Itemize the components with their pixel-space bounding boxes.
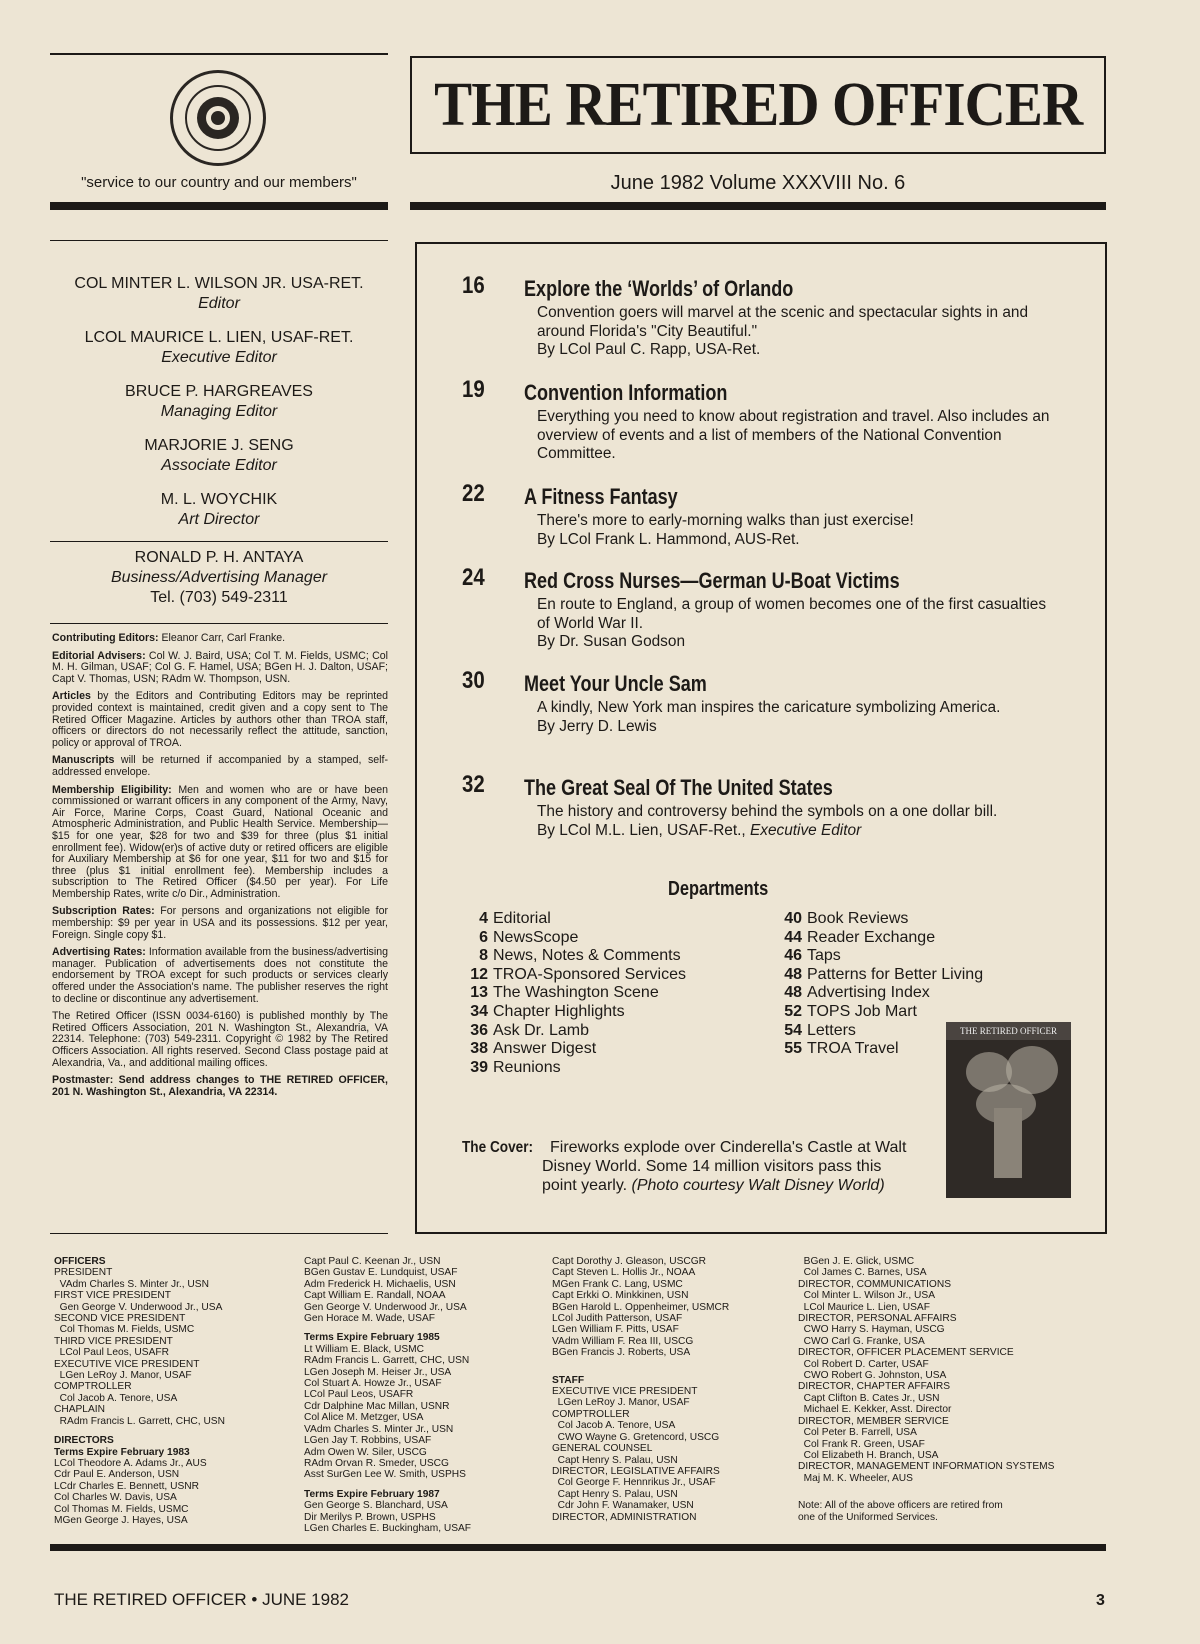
officer-line: Col James C. Barnes, USA (798, 1267, 927, 1279)
article-byline: By LCol Frank L. Hammond, AUS-Ret. (537, 530, 800, 548)
dept-item[interactable]: 13 The Washington Scene (470, 984, 659, 1002)
officer-line: BGen Gustav E. Lundquist, USAF (304, 1267, 458, 1279)
staff-managing-editor: BRUCE P. HARGREAVES Managing Editor (125, 383, 313, 420)
dept-item[interactable]: 48 Advertising Index (784, 984, 930, 1002)
officer-line: CWO Robert G. Johnston, USA (798, 1370, 947, 1382)
officers-column-1 (54, 1256, 225, 1526)
officer-line: DIRECTOR, COMMUNICATIONS (798, 1278, 952, 1290)
officer-spacer (304, 1481, 471, 1489)
officer-line: LGen Joseph M. Heiser Jr., USA (304, 1366, 452, 1378)
footer-text: THE RETIRED OFFICER • JUNE 1982 (54, 1590, 350, 1609)
article-desc: En route to England, a group of women becomes one of the first casualties of World War II. (537, 596, 1047, 632)
officer-line: one of the Uniformed Services. (798, 1511, 938, 1523)
staff-associate-editor: MARJORIE J. SENG Associate Editor (144, 437, 294, 474)
officer-line: FIRST VICE PRESIDENT (54, 1290, 171, 1302)
officer-line: CWO Carl G. Franke, USA (798, 1335, 925, 1347)
officer-line: Col Charles W. Davis, USA (54, 1492, 177, 1504)
officer-line: GENERAL COUNSEL (552, 1443, 653, 1455)
article-page-number: 32 (462, 771, 485, 798)
officer-spacer (54, 1427, 225, 1435)
officers-top-rule (50, 1233, 388, 1234)
dept-item[interactable]: 40 Book Reviews (784, 910, 909, 927)
officer-line: Col Stuart A. Howze Jr., USAF (304, 1378, 442, 1390)
officer-line: Asst SurGen Lee W. Smith, USPHS (304, 1469, 466, 1481)
officer-line: Capt Clifton B. Cates Jr., USN (798, 1392, 940, 1404)
cover-thumb-title: THE RETIRED OFFICER (946, 1022, 1071, 1040)
officer-line: Col Peter B. Farrell, USA (798, 1427, 917, 1439)
officer-spacer (304, 1324, 471, 1332)
fineprint-contributing: Contributing Editors: Eleanor Carr, Carl Franke. (52, 632, 286, 644)
fineprint-advertising: Advertising Rates: Information available from the business/advertising manager. Publication of advertisements does not constitute the endorsement by TROA except for such products or services clearly offered under the Association's name. The publisher reserves the right to decline or discontinue any advertisement. (52, 946, 388, 1005)
dept-item[interactable]: 44 Reader Exchange (784, 928, 936, 946)
officer-line: Michael E. Kekker, Asst. Director (798, 1404, 952, 1416)
dept-item[interactable]: 34 Chapter Highlights (470, 1002, 625, 1020)
officer-line: EXECUTIVE VICE PRESIDENT (552, 1386, 698, 1398)
staff-bottom-rule (50, 623, 388, 624)
officer-line: CWO Wayne G. Gretencord, USCG (552, 1431, 720, 1443)
cover-caption: The Cover: Fireworks explode over Cinderella's Castle at Walt Disney World. Some 14 million visitors pass this point yearly. (Photo courtesy Walt Disney World) (462, 1139, 907, 1194)
article-page-number: 19 (462, 376, 485, 403)
dept-item[interactable]: 46 Taps (784, 947, 841, 965)
motto: "service to our country and our members" (81, 174, 357, 191)
officer-line: DIRECTOR, LEGISLATIVE AFFAIRS (552, 1465, 720, 1477)
staff-business-manager: RONALD P. H. ANTAYA Business/Advertising Manager Tel. (703) 549-2311 (110, 549, 328, 606)
dept-item[interactable]: 52 TOPS Job Mart (784, 1002, 917, 1020)
officer-line: LGen William F. Pitts, USAF (552, 1324, 679, 1336)
dept-item[interactable]: 48 Patterns for Better Living (784, 965, 984, 983)
officer-spacer (798, 1484, 1054, 1492)
article-desc: Convention goers will marvel at the scenic and spectacular sights in and around Florida's "City Beautiful." (537, 304, 1029, 340)
officer-line: Capt Dorothy J. Gleason, USCGR (552, 1256, 707, 1267)
article-byline: By Dr. Susan Godson (537, 633, 685, 650)
staff-art-director: M. L. WOYCHIK Art Director (160, 491, 278, 528)
departments-left (460, 910, 686, 1077)
officer-line: Capt Paul C. Keenan Jr., USN (304, 1256, 441, 1267)
fineprint-postmaster: Postmaster: Send address changes to THE RETIRED OFFICER, 201 N. Washington St., Alexandria, VA 22314. (52, 1074, 388, 1098)
dept-item[interactable]: 55 TROA Travel (784, 1040, 899, 1058)
article-page-number: 22 (462, 480, 485, 507)
officer-heading: OFFICERS (54, 1256, 106, 1267)
officer-line: LGen Charles E. Buckingham, USAF (304, 1522, 472, 1534)
officer-line: Col Jacob A. Tenore, USA (552, 1420, 676, 1432)
officer-line: LGen LeRoy J. Manor, USAF (54, 1370, 192, 1382)
cover-label: The Cover: (462, 1139, 534, 1156)
officer-line: BGen Francis J. Roberts, USA (552, 1347, 691, 1359)
dept-item[interactable]: 36 Ask Dr. Lamb (470, 1021, 590, 1039)
magazine-title-box (410, 56, 1106, 154)
fineprint-manuscripts: Manuscripts will be returned if accompanied by a stamped, self-addressed envelope. (52, 754, 388, 778)
officer-line: Col Alice M. Metzger, USA (304, 1412, 424, 1424)
article-title: A Fitness Fantasy (524, 484, 678, 509)
officer-line: DIRECTOR, MEMBER SERVICE (798, 1415, 949, 1427)
officer-line: DIRECTOR, CHAPTER AFFAIRS (798, 1381, 951, 1393)
officer-line: LCol Theodore A. Adams Jr., AUS (54, 1457, 207, 1469)
officer-line: Capt Henry S. Palau, USN (552, 1488, 678, 1500)
officer-line: Cdr Dalphine Mac Millan, USNR (304, 1400, 450, 1412)
article-desc: Everything you need to know about registration and travel. Also includes an overview of events and a list of members of the National Convention Committee. (537, 408, 1050, 462)
article-page-number: 30 (462, 667, 485, 694)
dept-item[interactable]: 38 Answer Digest (470, 1040, 597, 1058)
officer-line: LCdr Charles E. Bennett, USNR (54, 1480, 199, 1492)
officer-line: LCol Paul Leos, USAFR (54, 1347, 169, 1359)
dept-item[interactable]: 39 Reunions (470, 1058, 561, 1076)
article-byline: By LCol M.L. Lien, USAF-Ret., Executive Editor (537, 821, 862, 839)
dept-item[interactable]: 4 Editorial (479, 910, 551, 927)
fineprint-membership: Membership Eligibility: Men and women who are or have been commissioned or warrant officers in any component of the Army, Navy, Air Force, Marine Corps, Coast Guard, National Oceanic and Atmospheric Administration, and Public Health Service. Membership—$15 for one year, $28 for two and $39 for three (plus $1 initial enrollment fee). Widow(er)s of active duty or retired officers are eligible for Auxiliary Membership at $6 for one year, $11 for two and $15 for three (plus $1 initial enrollment fee). Membership includes a subscription to The Retired Officer ($4.50 per year). For Life Membership Rates, write c/o Dir., Administration. (52, 783, 388, 900)
article-byline: By LCol Paul C. Rapp, USA-Ret. (537, 341, 761, 358)
footer-bar (50, 1544, 1106, 1551)
officer-line: DIRECTOR, ADMINISTRATION (552, 1511, 697, 1523)
officer-line: Col Frank R. Green, USAF (798, 1438, 925, 1450)
officer-line: THIRD VICE PRESIDENT (54, 1335, 173, 1347)
dept-item[interactable]: 8 News, Notes & Comments (479, 947, 681, 965)
officer-line: VAdm Charles S. Minter Jr., USN (54, 1278, 209, 1290)
staff-editor: COL MINTER L. WILSON JR. USA-RET. Editor (74, 275, 364, 312)
officer-line: RAdm Orvan R. Smeder, USCG (304, 1457, 449, 1469)
officer-line: LCol Paul Leos, USAFR (304, 1389, 414, 1401)
officer-line: Capt Henry S. Palau, USN (552, 1454, 678, 1466)
officer-heading: Terms Expire February 1987 (304, 1488, 440, 1500)
officer-line: Capt Erkki O. Minkkinen, USN (552, 1290, 689, 1302)
article-byline: By Jerry D. Lewis (537, 717, 657, 735)
officer-line: LGen LeRoy J. Manor, USAF (552, 1397, 690, 1409)
officer-heading: STAFF (552, 1374, 585, 1386)
officer-line: COMPTROLLER (54, 1381, 132, 1393)
officer-line: MGen Frank C. Lang, USMC (552, 1278, 683, 1290)
officer-line: Adm Owen W. Siler, USCG (304, 1446, 427, 1458)
officer-line: Cdr John F. Wanamaker, USN (552, 1500, 694, 1512)
officer-line: SECOND VICE PRESIDENT (54, 1313, 186, 1325)
officer-line: Capt William E. Randall, NOAA (304, 1290, 446, 1302)
officer-line: Lt William E. Black, USMC (304, 1343, 425, 1355)
top-rule (50, 53, 388, 55)
officers-column-4 (798, 1256, 1054, 1523)
officer-heading: Terms Expire February 1985 (304, 1332, 440, 1344)
officer-line: RAdm Francis L. Garrett, CHC, USN (54, 1415, 225, 1427)
officer-line: COMPTROLLER (552, 1408, 630, 1420)
officer-line: BGen J. E. Glick, USMC (798, 1256, 915, 1267)
article-desc: A kindly, New York man inspires the caricature symbolizing America. (537, 699, 1001, 716)
officer-line: Dir Merilys P. Brown, USPHS (304, 1511, 436, 1523)
article-page-number: 16 (462, 272, 485, 299)
article-title: Explore the ‘Worlds’ of Orlando (524, 276, 794, 301)
cover-credit: (Photo courtesy Walt Disney World) (631, 1177, 885, 1194)
officer-spacer (552, 1367, 729, 1375)
masthead-bar-right (410, 202, 1106, 210)
cover-thumbnail-image (946, 1022, 1071, 1198)
officer-line: DIRECTOR, PERSONAL AFFAIRS (798, 1313, 957, 1325)
officer-line: Cdr Paul E. Anderson, USN (54, 1469, 180, 1481)
staff-executive-editor: LCOL MAURICE L. LIEN, USAF-RET. Executive Editor (84, 329, 354, 366)
article-desc: There's more to early-morning walks than just exercise! (537, 512, 914, 529)
officer-line: CWO Harry S. Hayman, USCG (798, 1324, 945, 1336)
officer-heading: DIRECTORS (54, 1435, 114, 1447)
officer-line: Maj M. K. Wheeler, AUS (798, 1472, 913, 1484)
dept-item[interactable]: 54 Letters (784, 1021, 856, 1039)
officer-line: RAdm Francis L. Garrett, CHC, USN (304, 1355, 470, 1367)
fineprint-publication: The Retired Officer (ISSN 0034-6160) is published monthly by The Retired Officers Association, 201 N. Washington St., Alexandria, VA 22314. Telephone: (703) 549-2311. Copyright © 1982 by The Retired Officers Association. All rights reserved. Second Class postage paid at Alexandria, Va., and additional mailing offices. (52, 1010, 388, 1069)
officer-line: VAdm Charles S. Minter Jr., USN (304, 1423, 454, 1435)
officer-line: Gen George S. Blanchard, USA (304, 1500, 448, 1512)
article-page-number: 24 (462, 564, 485, 591)
officer-line: Col Jacob A. Tenore, USA (54, 1392, 178, 1404)
association-seal-icon (170, 70, 266, 166)
officer-line: EXECUTIVE VICE PRESIDENT (54, 1358, 200, 1370)
officer-spacer (552, 1359, 729, 1367)
officer-line: Gen George V. Underwood Jr., USA (304, 1301, 467, 1313)
officers-column-3 (552, 1256, 729, 1523)
officer-line: Col Thomas M. Fields, USMC (54, 1324, 195, 1336)
article-title: Red Cross Nurses—German U-Boat Victims (524, 568, 900, 593)
officer-line: LCol Judith Patterson, USAF (552, 1313, 683, 1325)
officer-line: Capt Steven L. Hollis Jr., NOAA (552, 1267, 696, 1279)
page-number: 3 (1096, 1592, 1105, 1609)
officer-line: Gen Horace M. Wade, USAF (304, 1313, 435, 1325)
fineprint-subscription: Subscription Rates: For persons and organizations not eligible for membership: $9 per year in USA and its possessions. $12 per year, Foreign. Single copy $1. (52, 905, 388, 941)
officer-line: LCol Maurice L. Lien, USAF (798, 1301, 930, 1313)
officer-line: Adm Frederick H. Michaelis, USN (304, 1278, 456, 1290)
officer-spacer (798, 1492, 1054, 1500)
officers-column-2 (304, 1256, 471, 1534)
officer-line: Gen George V. Underwood Jr., USA (54, 1301, 223, 1313)
officer-line: CHAPLAIN (54, 1404, 105, 1416)
officer-line: DIRECTOR, MANAGEMENT INFORMATION SYSTEMS (798, 1461, 1055, 1473)
officer-line: Col George F. Hennrikus Jr., USAF (552, 1477, 716, 1489)
officer-line: PRESIDENT (54, 1267, 113, 1279)
article-desc: The history and controversy behind the symbols on a one dollar bill. (537, 803, 998, 820)
officer-line: DIRECTOR, OFFICER PLACEMENT SERVICE (798, 1347, 1014, 1359)
magazine-title: THE RETIRED OFFICER (433, 70, 1083, 139)
article-title: Meet Your Uncle Sam (524, 671, 707, 696)
officer-line: Col Thomas M. Fields, USMC (54, 1503, 189, 1515)
officer-line: Col Minter L. Wilson Jr., USA (798, 1290, 935, 1302)
fineprint-articles: Articles by the Editors and Contributing Editors may be reprinted provided context is maintained, credit given and a copy sent to The Retired Officer Magazine. Articles by authors other than TROA staff, officers or directors do not necessarily reflect the attitude, sanction, policy or approval of TROA. (52, 690, 388, 749)
officer-line: Col Robert D. Carter, USAF (798, 1358, 929, 1370)
officer-line: Note: All of the above officers are retired from (798, 1500, 1003, 1512)
staff-mid-rule (50, 541, 388, 542)
staff-top-rule (50, 240, 388, 241)
officer-line: LGen Jay T. Robbins, USAF (304, 1435, 432, 1447)
fineprint-advisers: Editorial Advisers: Col W. J. Baird, USA; Col T. M. Fields, USMC; Col M. H. Gilman, USAF; Col G. F. Hamel, USA; BGen H. J. Dalton, USAF; Capt V. Thomas, USN; RAdm W. Thompson, USN. (52, 649, 388, 685)
departments-heading: Departments (668, 878, 769, 900)
officer-line: VAdm William F. Rea III, USCG (552, 1335, 694, 1347)
officer-line: BGen Harold L. Oppenheimer, USMCR (552, 1301, 730, 1313)
issue-line: June 1982 Volume XXXVIII No. 6 (610, 172, 906, 194)
officer-line: Col Elizabeth H. Branch, USA (798, 1449, 939, 1461)
dept-item[interactable]: 6 NewsScope (479, 928, 579, 946)
dept-item[interactable]: 12 TROA-Sponsored Services (470, 965, 686, 983)
officer-heading: Terms Expire February 1983 (54, 1446, 190, 1458)
article-title: The Great Seal Of The United States (524, 775, 833, 800)
officer-line: MGen George J. Hayes, USA (54, 1514, 188, 1526)
article-title: Convention Information (524, 380, 728, 405)
fineprint-block (52, 633, 388, 1104)
masthead-bar-left (50, 202, 388, 210)
